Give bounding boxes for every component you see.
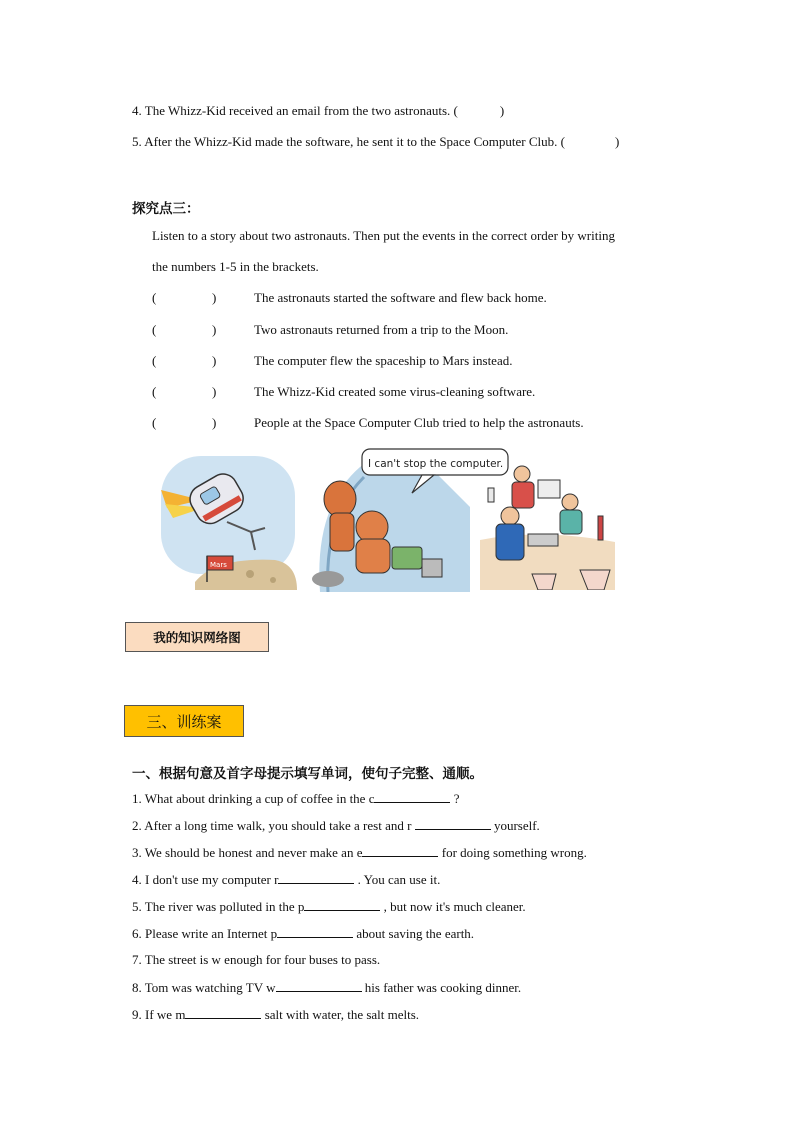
exercise-3 [132,844,587,861]
answer-blank[interactable] [304,898,380,911]
event-text: Two astronauts returned from a trip to the Moon. [254,322,509,337]
exercise-text: 9. If we m [132,1007,186,1022]
answer-bracket-open[interactable]: ( [152,353,157,368]
training-section-label: 三、训练案 [124,705,244,737]
answer-bracket-open[interactable]: ( [152,290,157,305]
exercise-9 [132,1006,419,1023]
answer-bracket-close: ) [212,384,217,399]
event-text: The astronauts started the software and flew back home. [254,290,547,305]
exercise-text-after: about saving the earth. [353,926,475,941]
knowledge-map-label: 我的知识网络图 [125,622,269,652]
answer-bracket-close: ) [212,290,217,305]
answer-bracket-close: ) [212,415,217,430]
exercise-heading: 一、根据句意及首字母提示填写单词，使句子完整、通顺。 [132,766,483,782]
answer-blank[interactable] [278,871,354,884]
exercise-text: 5. The river was polluted in the p [132,899,305,914]
question-4-close: ) [499,103,505,118]
answer-blank[interactable] [277,925,353,938]
question-5-close: ) [614,134,620,149]
event-text: The computer flew the spaceship to Mars instead. [254,353,513,368]
exercise-text-after: for doing something wrong. [438,845,587,860]
answer-bracket-open[interactable]: ( [152,322,157,337]
answer-bracket-close: ) [212,353,217,368]
section-explore-heading: 探究点三： [132,201,200,217]
exercise-text: 2. After a long time walk, you should take a rest and r [132,818,415,833]
exercise-text: 6. Please write an Internet p [132,926,278,941]
exercise-8 [132,979,521,996]
exercise-5 [132,898,526,915]
answer-blank[interactable] [185,1006,261,1019]
exercise-4 [132,871,440,888]
answer-blank[interactable] [276,979,362,992]
exercise-6 [132,925,474,942]
exercise-2 [132,817,540,834]
exercise-7 [132,952,380,968]
answer-blank[interactable] [415,817,491,830]
instruction-line-2: the numbers 1-5 in the brackets. [152,259,319,274]
exercise-text: 8. Tom was watching TV w [132,980,276,995]
question-4-text: 4. The Whizz-Kid received an email from the two astronauts. ( [132,103,458,118]
exercise-1 [132,790,460,807]
exercise-text-after: his father was cooking dinner. [361,980,522,995]
speech-bubble-text: I can't stop the computer. [368,458,504,470]
mars-label: Mars [210,561,227,569]
exercise-text: 4. I don't use my computer r [132,872,279,887]
exercise-text-after: salt with water, the salt melts. [261,1007,420,1022]
answer-bracket-open[interactable]: ( [152,415,157,430]
exercise-text-after: yourself. [490,818,540,833]
answer-bracket-close: ) [212,322,217,337]
illustration-computer-club [480,458,615,590]
question-4 [132,103,504,119]
instruction-line-1: Listen to a story about two astronauts. Then put the events in the correct order by writing [152,228,615,243]
event-text: People at the Space Computer Club tried to help the astronauts. [254,415,584,430]
question-5 [132,134,619,150]
answer-blank[interactable] [362,844,438,857]
question-5-text: 5. After the Whizz-Kid made the software, he sent it to the Space Computer Club. ( [132,134,565,149]
exercise-text-after: , but now it's much cleaner. [380,899,526,914]
event-text: The Whizz-Kid created some virus-cleaning software. [254,384,536,399]
exercise-text: 1. What about drinking a cup of coffee in the c [132,791,375,806]
illustration-spaceship-mars [155,452,297,590]
exercise-text: 3. We should be honest and never make an e [132,845,363,860]
exercise-text-after: . You can use it. [354,872,441,887]
exercise-text: 7. The street is w enough for four buses to pass. [132,952,381,967]
exercise-text-after: ? [450,791,460,806]
answer-bracket-open[interactable]: ( [152,384,157,399]
answer-blank[interactable] [374,790,450,803]
